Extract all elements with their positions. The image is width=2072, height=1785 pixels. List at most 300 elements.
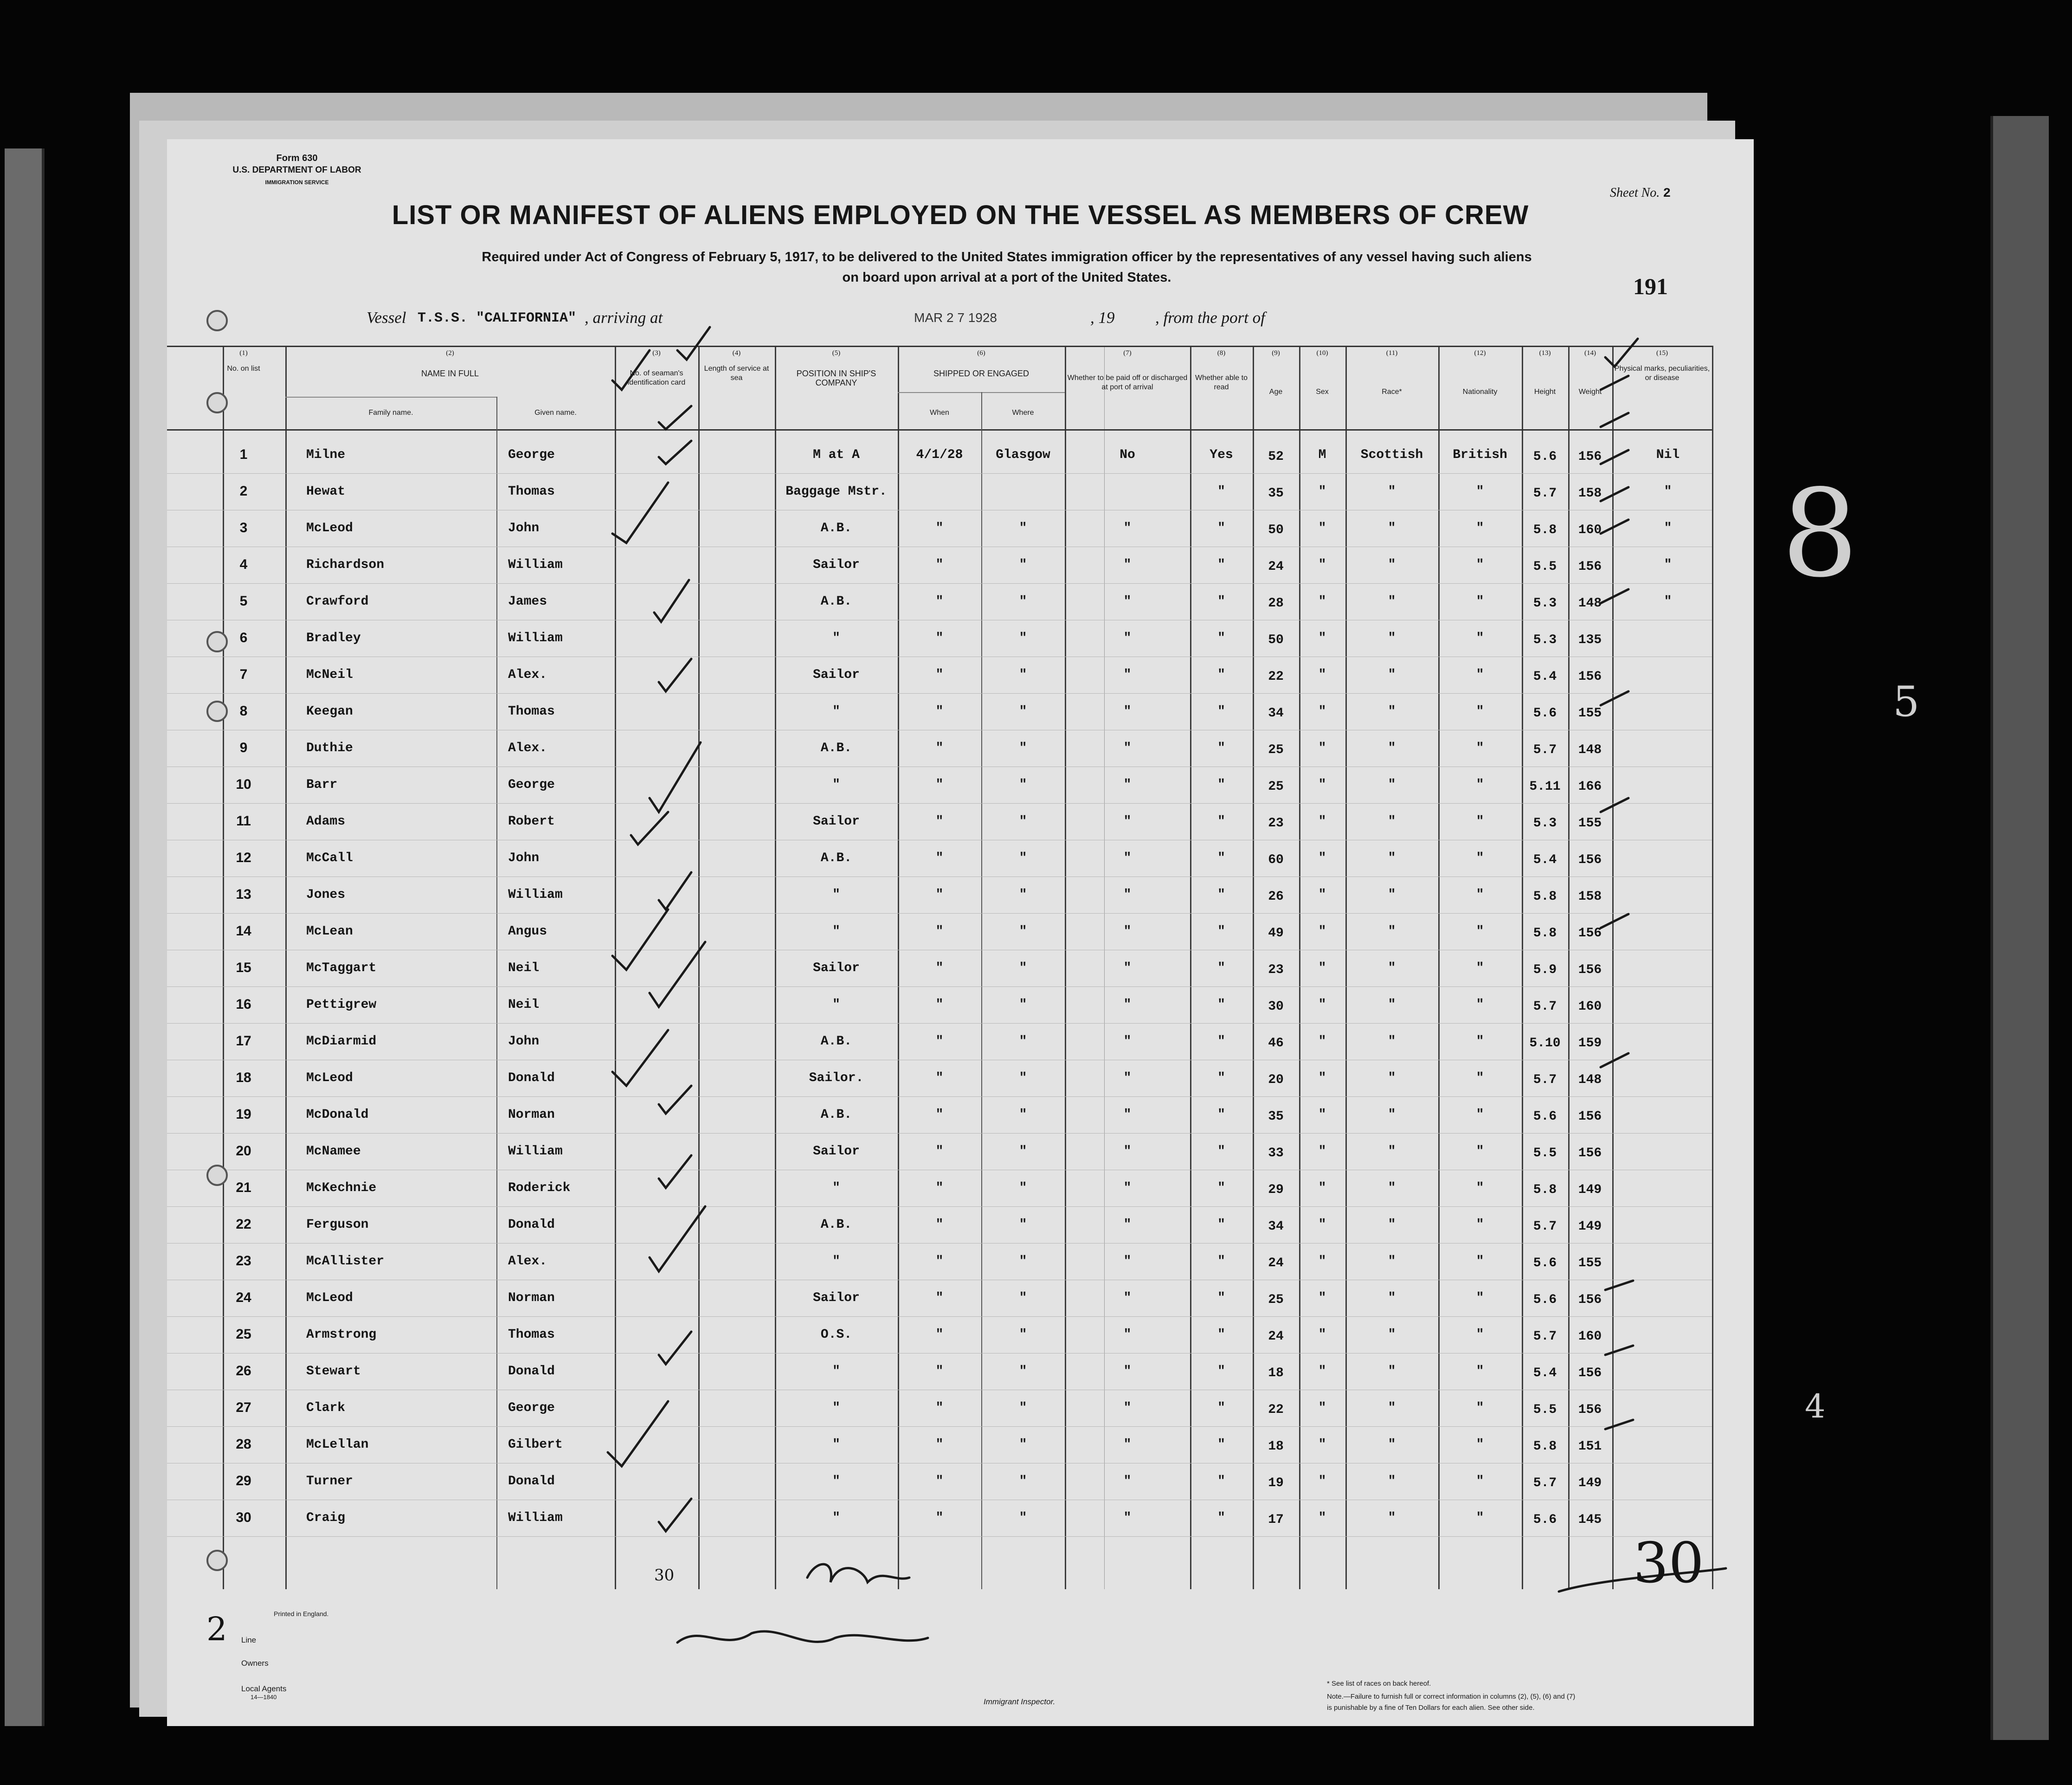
weight: 149	[1578, 1219, 1602, 1234]
given-name: Alex.	[508, 741, 547, 755]
able-to-read: "	[1217, 1108, 1225, 1122]
given-name: Donald	[508, 1364, 555, 1379]
nationality: "	[1476, 704, 1484, 719]
owners-label: Owners	[241, 1659, 269, 1668]
sex: "	[1318, 1364, 1326, 1379]
nationality: "	[1476, 1327, 1484, 1342]
checkmark-icon	[608, 1401, 668, 1466]
column-number: (6)	[977, 349, 985, 357]
weight: 159	[1578, 1036, 1602, 1050]
weight: 156	[1578, 1109, 1602, 1124]
given-name: Donald	[508, 1218, 555, 1232]
column-number: (1)	[239, 349, 248, 357]
age: 28	[1268, 596, 1284, 611]
shipped-where: "	[1019, 1364, 1027, 1379]
sex: "	[1318, 1401, 1326, 1415]
able-to-read: "	[1217, 704, 1225, 719]
checkmark-icon	[612, 350, 650, 390]
race: "	[1388, 1401, 1396, 1415]
family-name: Jones	[306, 888, 346, 902]
nationality: "	[1476, 521, 1484, 535]
weight: 155	[1578, 1256, 1602, 1270]
tick-mark	[1605, 1346, 1633, 1355]
column-header: Whether to be paid off or discharged at port of arrival	[1067, 374, 1188, 391]
weight: 149	[1578, 1183, 1602, 1197]
age: 60	[1268, 853, 1284, 867]
row-number: 12	[236, 850, 251, 865]
position: O.S.	[820, 1327, 852, 1342]
column-number: (14)	[1584, 349, 1596, 357]
checkmark-icon	[654, 580, 689, 622]
height: 5.10	[1529, 1036, 1561, 1050]
form-number: Form 630	[276, 153, 318, 163]
paid-off: "	[1123, 1254, 1132, 1269]
race: "	[1388, 631, 1396, 645]
position: "	[832, 704, 840, 719]
position: "	[832, 778, 840, 792]
date-stamp: MAR 2 7 1928	[914, 310, 997, 325]
weight: 155	[1578, 706, 1602, 721]
family-name: McTaggart	[306, 961, 377, 975]
sex: "	[1318, 631, 1326, 645]
tick-mark	[1601, 487, 1628, 501]
shipped-where: "	[1019, 778, 1027, 792]
height: 5.7	[1533, 1329, 1557, 1344]
age: 34	[1268, 1219, 1284, 1234]
tick-mark	[1601, 413, 1628, 427]
height: 5.5	[1533, 1146, 1557, 1160]
row-number: 22	[236, 1217, 251, 1232]
weight: 158	[1578, 486, 1602, 501]
subtitle-line-1: Required under Act of Congress of February 5, 1917, to be delivered to the United States immigration officer by the representatives of any vessel having such aliens	[482, 250, 1532, 264]
family-name: McLeod	[306, 521, 353, 535]
weight: 156	[1578, 1403, 1602, 1417]
age: 25	[1268, 743, 1284, 757]
given-name: Roderick	[508, 1181, 571, 1195]
shipped-when: "	[935, 1144, 944, 1159]
height: 5.7	[1533, 743, 1557, 757]
sex: "	[1318, 998, 1326, 1012]
shipped-where: "	[1019, 1327, 1027, 1342]
tick-mark	[1601, 520, 1628, 534]
nationality: "	[1476, 1254, 1484, 1269]
given-name: Robert	[508, 814, 555, 829]
weight: 156	[1578, 1366, 1602, 1380]
note-line-1: Note.—Failure to furnish full or correct information in columns (2), (5), (6) and (7)	[1327, 1693, 1576, 1701]
column-number: (3)	[652, 349, 661, 357]
sex: "	[1318, 778, 1326, 792]
sex: "	[1318, 1071, 1326, 1085]
height: 5.8	[1533, 926, 1557, 941]
checkmark-icon	[659, 441, 691, 464]
race: "	[1388, 1474, 1396, 1489]
height: 5.4	[1533, 1366, 1557, 1380]
given-name: William	[508, 631, 563, 645]
nationality: "	[1476, 998, 1484, 1012]
race: "	[1388, 1437, 1396, 1452]
shipped-when: "	[935, 1474, 944, 1489]
height: 5.7	[1533, 486, 1557, 501]
given-name: Angus	[508, 924, 547, 939]
tick-mark	[1605, 1420, 1633, 1429]
sex: "	[1318, 1437, 1326, 1452]
family-name: McDonald	[306, 1108, 369, 1122]
given-name: Alex.	[508, 668, 547, 682]
shipped-where: "	[1019, 1511, 1027, 1525]
race: "	[1388, 924, 1396, 939]
row-number: 23	[236, 1253, 251, 1269]
shipped-when: "	[935, 1327, 944, 1342]
row-number: 30	[236, 1510, 251, 1525]
given-name: Gilbert	[508, 1437, 563, 1452]
nationality: "	[1476, 558, 1484, 572]
row-number: 16	[236, 997, 251, 1012]
position: "	[832, 1401, 840, 1415]
sex: "	[1318, 558, 1326, 572]
checkmark-icon	[659, 872, 691, 909]
shipped-where: "	[1019, 851, 1027, 865]
able-to-read: "	[1217, 741, 1225, 755]
column-header: Length of service at sea	[704, 365, 769, 382]
row-number: 6	[239, 630, 248, 645]
position: "	[832, 924, 840, 939]
given-name: George	[508, 778, 555, 792]
sex: "	[1318, 1254, 1326, 1269]
weight: 160	[1578, 999, 1602, 1014]
shipped-where: "	[1019, 1437, 1027, 1452]
weight: 156	[1578, 670, 1602, 684]
shipped-when: "	[935, 594, 944, 609]
film-edge-left	[5, 148, 45, 1726]
signature-agent	[677, 1631, 928, 1643]
family-name: Ferguson	[306, 1218, 369, 1232]
column-header: Height	[1534, 388, 1556, 396]
race: "	[1388, 998, 1396, 1012]
given-name: Thomas	[508, 704, 555, 719]
height: 5.7	[1533, 999, 1557, 1014]
checkmark-icon	[1605, 339, 1638, 367]
race: "	[1388, 1071, 1396, 1085]
race: "	[1388, 668, 1396, 682]
nationality: "	[1476, 1034, 1484, 1049]
weight: 156	[1578, 450, 1602, 464]
row-number: 8	[239, 703, 248, 719]
able-to-read: "	[1217, 1327, 1225, 1342]
given-name: James	[508, 594, 547, 609]
family-name: McKechnie	[306, 1181, 377, 1195]
paid-off: "	[1123, 1144, 1132, 1159]
shipped-when: "	[935, 961, 944, 975]
able-to-read: "	[1217, 1291, 1225, 1305]
age: 26	[1268, 889, 1284, 904]
family-name: McNamee	[306, 1144, 361, 1159]
weight: 166	[1578, 780, 1602, 794]
physical-marks: "	[1664, 484, 1672, 499]
paid-off: "	[1123, 888, 1132, 902]
row-number: 28	[236, 1437, 251, 1452]
height: 5.8	[1533, 889, 1557, 904]
age: 18	[1268, 1439, 1284, 1454]
able-to-read: "	[1217, 521, 1225, 535]
age: 18	[1268, 1366, 1284, 1380]
height: 5.6	[1533, 1109, 1557, 1124]
tick-mark	[1601, 798, 1628, 812]
sex: "	[1318, 1327, 1326, 1342]
paid-off: "	[1123, 1327, 1132, 1342]
able-to-read: "	[1217, 1181, 1225, 1195]
sex: "	[1318, 521, 1326, 535]
paid-off: "	[1123, 998, 1132, 1012]
paid-off: "	[1123, 1071, 1132, 1085]
given-name: William	[508, 888, 563, 902]
page-number: 191	[1633, 273, 1668, 299]
paid-off: "	[1123, 1437, 1132, 1452]
age: 34	[1268, 706, 1284, 721]
shipped-when: "	[935, 998, 944, 1012]
family-name: McCall	[306, 851, 353, 865]
weight: 151	[1578, 1439, 1602, 1454]
race: "	[1388, 558, 1396, 572]
column-number: (4)	[732, 349, 741, 357]
note-line-2: is punishable by a fine of Ten Dollars for each alien. See other side.	[1327, 1704, 1535, 1712]
checkmark-icon	[659, 659, 691, 691]
shipped-where: "	[1019, 558, 1027, 572]
family-name: McNeil	[306, 668, 353, 682]
given-name: Donald	[508, 1071, 555, 1085]
shipped-where: "	[1019, 1474, 1027, 1489]
nationality: "	[1476, 814, 1484, 829]
nationality: "	[1476, 1291, 1484, 1305]
sex: "	[1318, 741, 1326, 755]
height: 5.8	[1533, 1183, 1557, 1197]
weight: 148	[1578, 596, 1602, 611]
family-name: Duthie	[306, 741, 353, 755]
age: 25	[1268, 1293, 1284, 1307]
age: 19	[1268, 1476, 1284, 1490]
row-number: 18	[236, 1070, 251, 1085]
given-name: Norman	[508, 1291, 555, 1305]
column-header: NAME IN FULL	[421, 369, 479, 378]
sex: "	[1318, 594, 1326, 609]
nationality: "	[1476, 888, 1484, 902]
family-name: Barr	[306, 778, 338, 792]
given-name: Donald	[508, 1474, 555, 1489]
row-number: 1	[239, 447, 248, 462]
position: Baggage Mstr.	[785, 484, 887, 499]
family-name: Bradley	[306, 631, 361, 645]
given-name: Norman	[508, 1108, 555, 1122]
height: 5.7	[1533, 1073, 1557, 1087]
side-mark-low: 4	[1805, 1387, 1826, 1425]
row-number: 13	[236, 887, 251, 902]
paid-off: "	[1123, 741, 1132, 755]
line-label: Line	[241, 1636, 257, 1644]
tick-mark	[1601, 914, 1628, 928]
weight: 155	[1578, 816, 1602, 831]
position: "	[832, 1474, 840, 1489]
given-name: Alex.	[508, 1254, 547, 1269]
column-number: (8)	[1217, 349, 1226, 357]
family-name: Armstrong	[306, 1327, 377, 1342]
card-column-note: 30	[654, 1566, 675, 1585]
weight: 160	[1578, 523, 1602, 537]
checkmark-icon	[650, 1206, 705, 1271]
nationality: "	[1476, 668, 1484, 682]
shipped-where: "	[1019, 741, 1027, 755]
position: Sailor	[813, 961, 860, 975]
paid-off: No	[1120, 448, 1135, 462]
sex: "	[1318, 924, 1326, 939]
physical-marks: "	[1664, 594, 1672, 609]
weight: 156	[1578, 1293, 1602, 1307]
checkmark-icon	[659, 1332, 691, 1364]
sex: "	[1318, 1291, 1326, 1305]
able-to-read: "	[1217, 1437, 1225, 1452]
shipped-where: "	[1019, 594, 1027, 609]
shipped-when: "	[935, 1364, 944, 1379]
race: "	[1388, 1034, 1396, 1049]
tick-mark	[1601, 1053, 1628, 1067]
shipped-where: "	[1019, 961, 1027, 975]
position: "	[832, 1437, 840, 1452]
tick-mark	[1601, 589, 1628, 603]
shipped-when: "	[935, 814, 944, 829]
side-mark-top: 8	[1782, 464, 1859, 604]
position: A.B.	[820, 1218, 852, 1232]
sheet-value: 2	[1663, 187, 1671, 201]
given-name: John	[508, 1034, 540, 1049]
shipped-where: Glasgow	[996, 448, 1050, 462]
weight: 156	[1578, 853, 1602, 867]
position: A.B.	[820, 1034, 852, 1049]
sex: "	[1318, 1181, 1326, 1195]
position: "	[832, 888, 840, 902]
tick-mark	[1601, 691, 1628, 705]
row-number: 20	[236, 1143, 251, 1159]
row-number: 9	[239, 740, 248, 755]
age: 24	[1268, 1256, 1284, 1270]
paid-off: "	[1123, 1291, 1132, 1305]
race: "	[1388, 778, 1396, 792]
weight: 135	[1578, 633, 1602, 647]
given-name-header: Given name.	[534, 409, 577, 417]
height: 5.6	[1533, 1256, 1557, 1270]
able-to-read: "	[1217, 1474, 1225, 1489]
paid-off: "	[1123, 1401, 1132, 1415]
nationality: "	[1476, 741, 1484, 755]
margin-mark: 2	[206, 1610, 227, 1648]
shipped-when: "	[935, 1218, 944, 1232]
column-number: (15)	[1656, 349, 1668, 357]
age: 22	[1268, 1403, 1284, 1417]
able-to-read: Yes	[1210, 448, 1233, 462]
nationality: British	[1453, 448, 1507, 462]
position: "	[832, 1364, 840, 1379]
paid-off: "	[1123, 1474, 1132, 1489]
family-name: McLeod	[306, 1071, 353, 1085]
height: 5.7	[1533, 1476, 1557, 1490]
sex: "	[1318, 1034, 1326, 1049]
nationality: "	[1476, 1364, 1484, 1379]
nationality: "	[1476, 1218, 1484, 1232]
able-to-read: "	[1217, 1144, 1225, 1159]
age: 33	[1268, 1146, 1284, 1160]
able-to-read: "	[1217, 631, 1225, 645]
height: 5.8	[1533, 523, 1557, 537]
family-name: Pettigrew	[306, 998, 377, 1012]
race: "	[1388, 1364, 1396, 1379]
age: 23	[1268, 816, 1284, 831]
given-name: Thomas	[508, 484, 555, 499]
given-name: William	[508, 1144, 563, 1159]
able-to-read: "	[1217, 961, 1225, 975]
checkmark-icon	[612, 483, 668, 543]
age: 50	[1268, 633, 1284, 647]
nationality: "	[1476, 851, 1484, 865]
family-name-header: Family name.	[368, 409, 413, 417]
position: "	[832, 1511, 840, 1525]
able-to-read: "	[1217, 1364, 1225, 1379]
shipped-where: "	[1019, 521, 1027, 535]
row-number: 3	[239, 520, 248, 535]
position: A.B.	[820, 741, 852, 755]
nationality: "	[1476, 631, 1484, 645]
able-to-read: "	[1217, 484, 1225, 499]
height: 5.6	[1533, 450, 1557, 464]
races-note: * See list of races on back hereof.	[1327, 1680, 1431, 1688]
race: "	[1388, 1218, 1396, 1232]
column-header: No. on list	[227, 365, 260, 373]
column-header: Nationality	[1462, 388, 1498, 396]
paid-off: "	[1123, 778, 1132, 792]
position: "	[832, 1181, 840, 1195]
family-name: Adams	[306, 814, 346, 829]
family-name: McAllister	[306, 1254, 385, 1269]
sex: "	[1318, 1144, 1326, 1159]
able-to-read: "	[1217, 1254, 1225, 1269]
nationality: "	[1476, 1401, 1484, 1415]
nationality: "	[1476, 1474, 1484, 1489]
shipped-where: "	[1019, 1291, 1027, 1305]
row-number: 17	[236, 1033, 251, 1049]
row-number: 4	[239, 557, 248, 572]
from-label: , from the port of	[1155, 309, 1265, 327]
age: 35	[1268, 1109, 1284, 1124]
height: 5.5	[1533, 560, 1557, 574]
race: "	[1388, 814, 1396, 829]
handwritten-marks	[167, 139, 1754, 1726]
checkmark-icon	[612, 1030, 668, 1086]
film-edge-right	[1990, 116, 2049, 1740]
paid-off: "	[1123, 704, 1132, 719]
shipped-when: "	[935, 1291, 944, 1305]
age: 52	[1268, 450, 1284, 464]
shipped-where: "	[1019, 998, 1027, 1012]
race: "	[1388, 1181, 1396, 1195]
sex: "	[1318, 484, 1326, 499]
shipped-when: "	[935, 668, 944, 682]
nationality: "	[1476, 1108, 1484, 1122]
paid-off: "	[1123, 1364, 1132, 1379]
sex: "	[1318, 668, 1326, 682]
race: "	[1388, 1327, 1396, 1342]
sex: "	[1318, 1218, 1326, 1232]
position: Sailor	[813, 1144, 860, 1159]
given-name: William	[508, 1511, 563, 1525]
given-name: Thomas	[508, 1327, 555, 1342]
position: Sailor	[813, 558, 860, 572]
able-to-read: "	[1217, 668, 1225, 682]
